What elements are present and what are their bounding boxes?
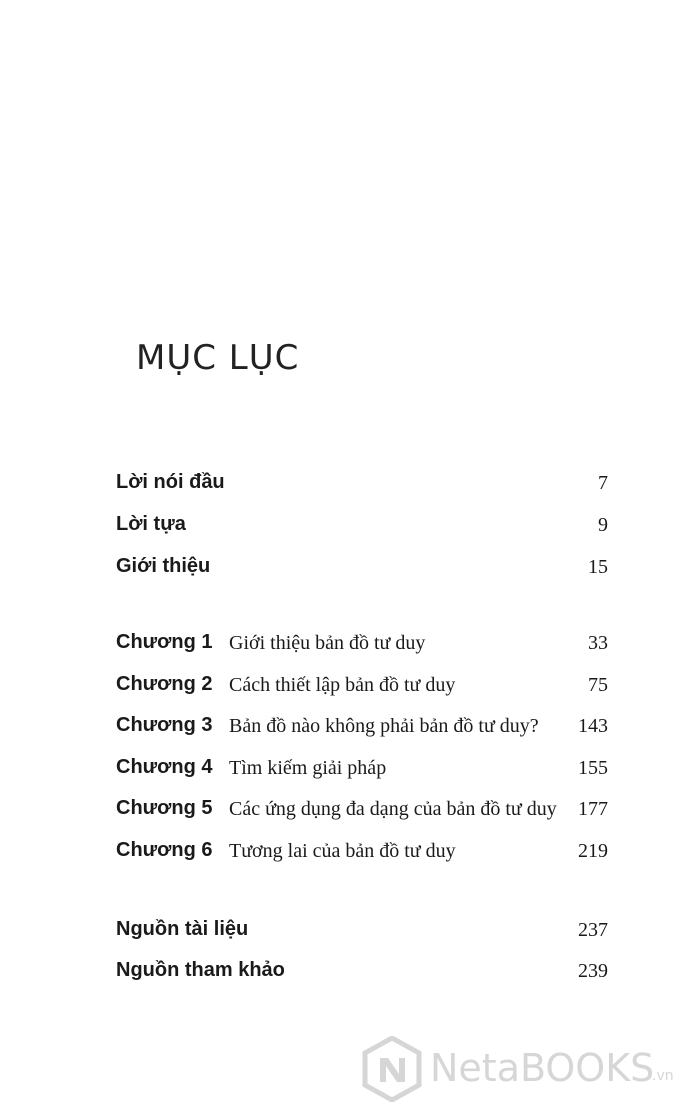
toc-chapter-2 bbox=[116, 668, 608, 700]
toc-entry-nguon-tham-khao bbox=[116, 954, 608, 986]
chapter-title: Tương lai của bản đồ tư duy bbox=[229, 840, 456, 862]
chapter-title: Bản đồ nào không phải bản đồ tư duy? bbox=[229, 715, 539, 737]
page-title: MỤC LỤC bbox=[136, 338, 300, 378]
toc-page-number: 155 bbox=[578, 757, 608, 779]
chapter-label: Chương 3 bbox=[116, 714, 213, 736]
toc-entry-gioi-thieu bbox=[116, 550, 608, 582]
chapter-title: Tìm kiếm giải pháp bbox=[229, 757, 387, 779]
chapter-title: Các ứng dụng đa dạng của bản đồ tư duy bbox=[229, 798, 557, 820]
toc-entry-label: Nguồn tài liệu bbox=[116, 918, 249, 940]
toc-page-number: 177 bbox=[578, 798, 608, 820]
toc-page-number: 7 bbox=[598, 472, 608, 494]
watermark-suffix: .vn bbox=[652, 1068, 674, 1084]
toc-page-number: 219 bbox=[578, 840, 608, 862]
chapter-label: Chương 4 bbox=[116, 756, 213, 778]
toc-entry-label: Giới thiệu bbox=[116, 555, 211, 577]
toc-chapter-5 bbox=[116, 792, 608, 824]
toc-chapter-6 bbox=[116, 834, 608, 866]
toc-entry-loi-tua bbox=[116, 508, 608, 540]
watermark bbox=[362, 1036, 692, 1106]
chapter-label: Chương 1 bbox=[116, 631, 213, 653]
toc-entry-nguon-tai-lieu bbox=[116, 913, 608, 945]
toc-page-number: 15 bbox=[588, 556, 608, 578]
toc-page-number: 9 bbox=[598, 514, 608, 536]
chapter-label: Chương 2 bbox=[116, 673, 213, 695]
toc-page-number: 75 bbox=[588, 674, 608, 696]
chapter-label: Chương 5 bbox=[116, 797, 213, 819]
netabooks-logo-icon bbox=[362, 1036, 422, 1102]
toc-chapter-3 bbox=[116, 709, 608, 741]
toc-page-number: 143 bbox=[578, 715, 608, 737]
chapter-title: Giới thiệu bản đồ tư duy bbox=[229, 632, 426, 654]
toc-entry-label: Lời nói đầu bbox=[116, 471, 225, 493]
watermark-brand: NetaBOOKS bbox=[430, 1046, 655, 1090]
toc-page-number: 239 bbox=[578, 960, 608, 982]
toc-chapter-4 bbox=[116, 751, 608, 783]
toc-entry-label: Nguồn tham khảo bbox=[116, 959, 285, 981]
chapter-title: Cách thiết lập bản đồ tư duy bbox=[229, 674, 456, 696]
toc-entry-label: Lời tựa bbox=[116, 513, 186, 535]
chapter-label: Chương 6 bbox=[116, 839, 213, 861]
toc-page-number: 237 bbox=[578, 919, 608, 941]
toc-page-number: 33 bbox=[588, 632, 608, 654]
toc-chapter-1 bbox=[116, 626, 608, 658]
toc-entry-loi-noi-dau bbox=[116, 466, 608, 498]
